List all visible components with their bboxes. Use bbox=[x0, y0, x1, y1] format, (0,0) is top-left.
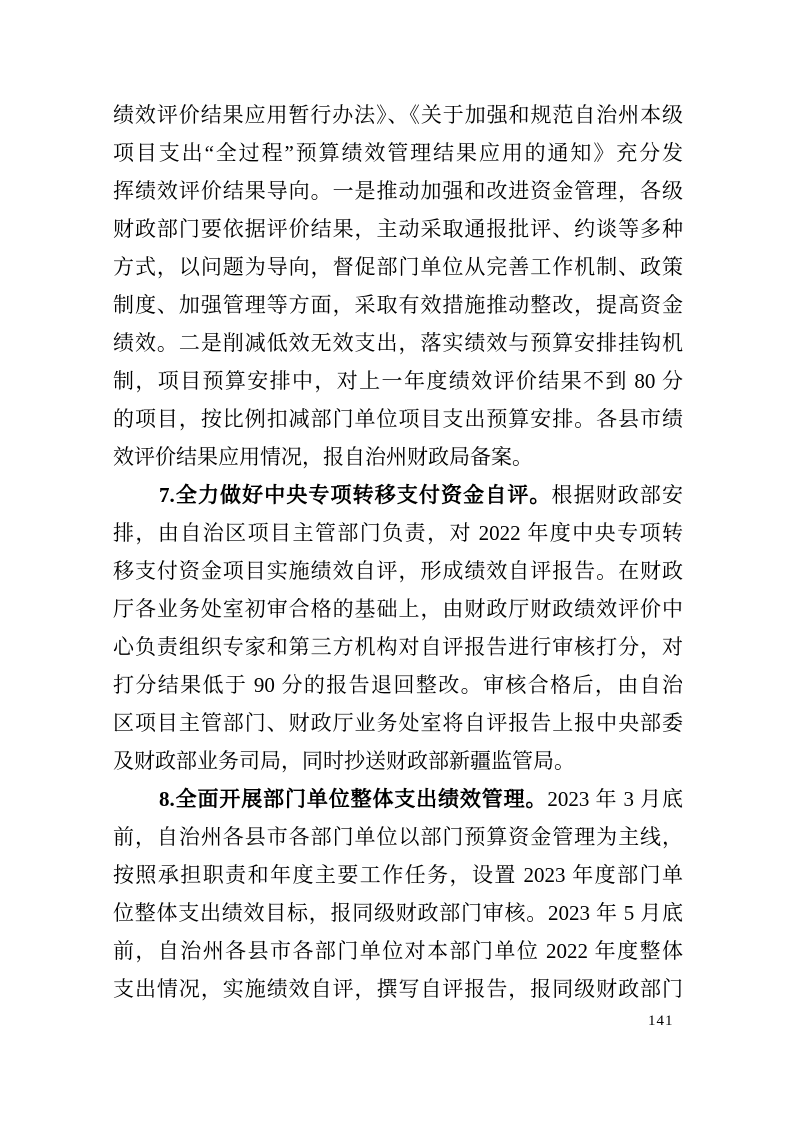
text-run: 厅各业务处室初审合格的基础上，由财政厅财政绩效评价中 bbox=[113, 597, 683, 621]
bold-heading-run: 7.全力做好中央专项转移支付资金自评。 bbox=[159, 483, 552, 507]
text-run: 制，项目预算安排中，对上一年度绩效评价结果不到 80 分 bbox=[113, 369, 683, 393]
text-line bbox=[113, 780, 683, 818]
text-line bbox=[113, 970, 683, 1008]
text-run: 效评价结果应用情况，报自治州财政局备案。 bbox=[113, 445, 533, 469]
text-line bbox=[113, 666, 683, 704]
text-line bbox=[113, 134, 683, 172]
text-line bbox=[113, 362, 683, 400]
text-line bbox=[113, 590, 683, 628]
text-block bbox=[113, 96, 683, 1008]
text-run: 支出情况，实施绩效自评，撰写自评报告，报同级财政部门 bbox=[113, 977, 683, 1001]
text-line bbox=[113, 704, 683, 742]
text-run: 绩效评价结果应用暂行办法》、《关于加强和规范自治州本级 bbox=[113, 103, 683, 127]
text-line bbox=[113, 248, 683, 286]
text-line bbox=[113, 894, 683, 932]
text-run: 项目支出“全过程”预算绩效管理结果应用的通知》充分发 bbox=[113, 141, 683, 165]
page-number: 141 bbox=[648, 1013, 674, 1029]
text-line bbox=[113, 856, 683, 894]
text-line bbox=[113, 742, 683, 780]
text-run: 财政部门要依据评价结果，主动采取通报批评、约谈等多种 bbox=[113, 217, 683, 241]
text-run: 的项目，按比例扣减部门单位项目支出预算安排。各县市绩 bbox=[113, 407, 683, 431]
text-run: 移支付资金项目实施绩效自评，形成绩效自评报告。在财政 bbox=[113, 559, 683, 583]
text-run: 2023 年 3 月底 bbox=[547, 787, 683, 811]
text-run: 绩效。二是削减低效无效支出，落实绩效与预算安排挂钩机 bbox=[113, 331, 683, 355]
text-line bbox=[113, 96, 683, 134]
text-run: 及财政部业务司局，同时抄送财政部新疆监管局。 bbox=[113, 749, 575, 773]
text-run: 挥绩效评价结果导向。一是推动加强和改进资金管理，各级 bbox=[113, 179, 683, 203]
text-line bbox=[113, 438, 683, 476]
bold-heading-run: 8.全面开展部门单位整体支出绩效管理。 bbox=[159, 787, 548, 811]
text-line bbox=[113, 476, 683, 514]
text-run: 打分结果低于 90 分的报告退回整改。审核合格后，由自治 bbox=[113, 673, 683, 697]
text-run: 前，自治州各县市各部门单位以部门预算资金管理为主线， bbox=[113, 825, 683, 849]
text-line bbox=[113, 324, 683, 362]
paragraph-item-7 bbox=[113, 476, 683, 780]
text-line bbox=[113, 628, 683, 666]
text-run: 排，由自治区项目主管部门负责，对 2022 年度中央专项转 bbox=[113, 521, 683, 545]
text-run: 位整体支出绩效目标，报同级财政部门审核。2023 年 5 月底 bbox=[113, 901, 683, 925]
text-run: 前，自治州各县市各部门单位对本部门单位 2022 年度整体 bbox=[113, 939, 683, 963]
text-run: 心负责组织专家和第三方机构对自评报告进行审核打分，对 bbox=[113, 635, 683, 659]
paragraph-continuation bbox=[113, 96, 683, 476]
text-line bbox=[113, 400, 683, 438]
text-line bbox=[113, 932, 683, 970]
text-run: 区项目主管部门、财政厅业务处室将自评报告上报中央部委 bbox=[113, 711, 683, 735]
text-line bbox=[113, 514, 683, 552]
text-run: 根据财政部安 bbox=[551, 483, 683, 507]
text-run: 制度、加强管理等方面，采取有效措施推动整改，提高资金 bbox=[113, 293, 683, 317]
text-run: 方式，以问题为导向，督促部门单位从完善工作机制、政策 bbox=[113, 255, 683, 279]
text-run: 按照承担职责和年度主要工作任务，设置 2023 年度部门单 bbox=[113, 863, 683, 887]
text-line bbox=[113, 552, 683, 590]
text-line bbox=[113, 172, 683, 210]
paragraph-item-8 bbox=[113, 780, 683, 1008]
text-line bbox=[113, 818, 683, 856]
text-line bbox=[113, 286, 683, 324]
text-line bbox=[113, 210, 683, 248]
